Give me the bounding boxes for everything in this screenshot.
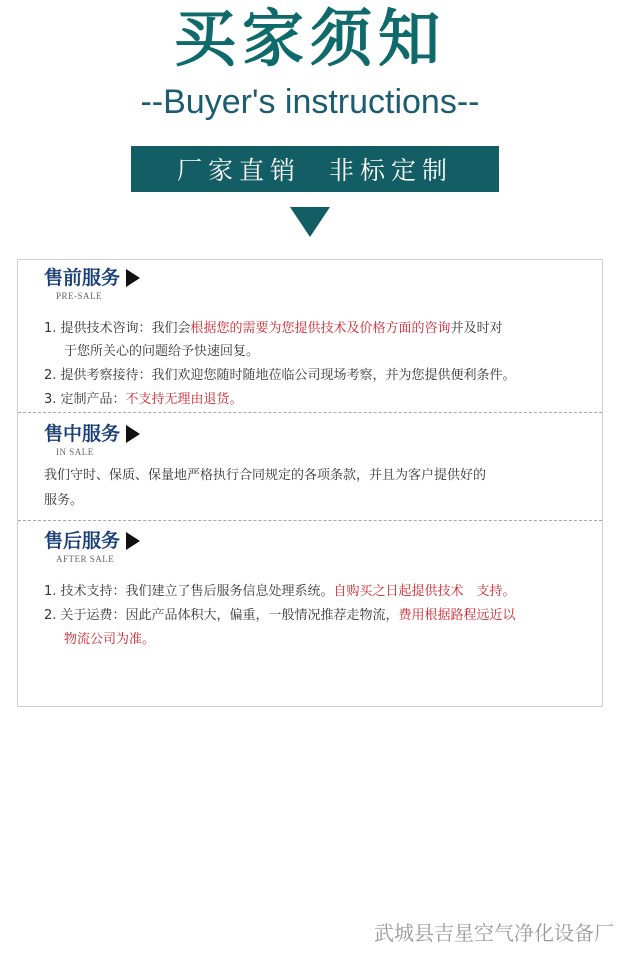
after-sale-item-2	[44, 607, 516, 625]
pre-sale-item-3-prefix: 3. 定制产品：	[44, 392, 126, 407]
triangle-down-icon	[290, 207, 330, 237]
pre-sale-item-1-prefix: 1. 提供技术咨询：我们会	[44, 321, 191, 336]
banner-left-text: 厂家直销	[176, 156, 301, 185]
page-title: 买家须知	[173, 2, 446, 75]
after-sale-item-1-prefix: 1. 技术支持：我们建立了售后服务信息处理系统。	[44, 584, 334, 599]
triangle-right-icon	[126, 269, 140, 287]
banner	[131, 146, 499, 192]
pre-sale-item-1-highlight: 根据您的需要为您提供技术及价格方面的咨询	[190, 321, 451, 336]
pre-sale-item-3	[44, 391, 243, 409]
pre-sale-item-1	[44, 320, 503, 338]
banner-right-text: 非标定制	[329, 156, 454, 185]
after-sale-title: 售后服务	[44, 530, 121, 552]
section-divider	[18, 412, 602, 413]
after-sale-item-1	[44, 583, 516, 601]
in-sale-text-2: 服务。	[44, 493, 84, 508]
pre-sale-item-1-suffix: 并及时对	[450, 321, 503, 336]
in-sale-title: 售中服务	[44, 423, 121, 445]
info-panel	[17, 259, 603, 707]
in-sale-text-1: 我们守时、保质、保量地严格执行合同规定的各项条款，并且为客户提供好的	[44, 468, 487, 483]
triangle-right-icon	[126, 532, 140, 550]
page-subtitle: --Buyer's instructions--	[140, 83, 480, 121]
after-sale-item-2-cont: 物流公司为准。	[64, 632, 156, 647]
triangle-right-icon	[126, 425, 140, 443]
after-sale-header	[44, 529, 140, 553]
after-sale-subtitle: AFTER SALE	[56, 554, 115, 564]
section-divider	[18, 520, 602, 521]
pre-sale-subtitle: PRE-SALE	[56, 291, 103, 301]
in-sale-subtitle: IN SALE	[56, 447, 94, 457]
pre-sale-title: 售前服务	[44, 267, 121, 289]
pre-sale-item-1-cont: 于您所关心的问题给予快速回复。	[64, 344, 260, 359]
company-name: 武城县吉星空气净化设备厂	[374, 921, 614, 945]
after-sale-item-1-highlight: 自购买之日起提供技术 支持。	[333, 584, 516, 599]
in-sale-header	[44, 422, 140, 446]
pre-sale-header	[44, 266, 140, 290]
pre-sale-item-2: 2. 提供考察接待：我们欢迎您随时随地莅临公司现场考察，并为您提供便利条件。	[44, 368, 516, 383]
after-sale-item-2-prefix: 2. 关于运费：因此产品体积大，偏重，一般情况推荐走物流，	[44, 608, 399, 623]
after-sale-item-2-highlight: 费用根据路程远近以	[398, 608, 516, 623]
pre-sale-item-3-highlight: 不支持无理由退货。	[125, 392, 243, 407]
